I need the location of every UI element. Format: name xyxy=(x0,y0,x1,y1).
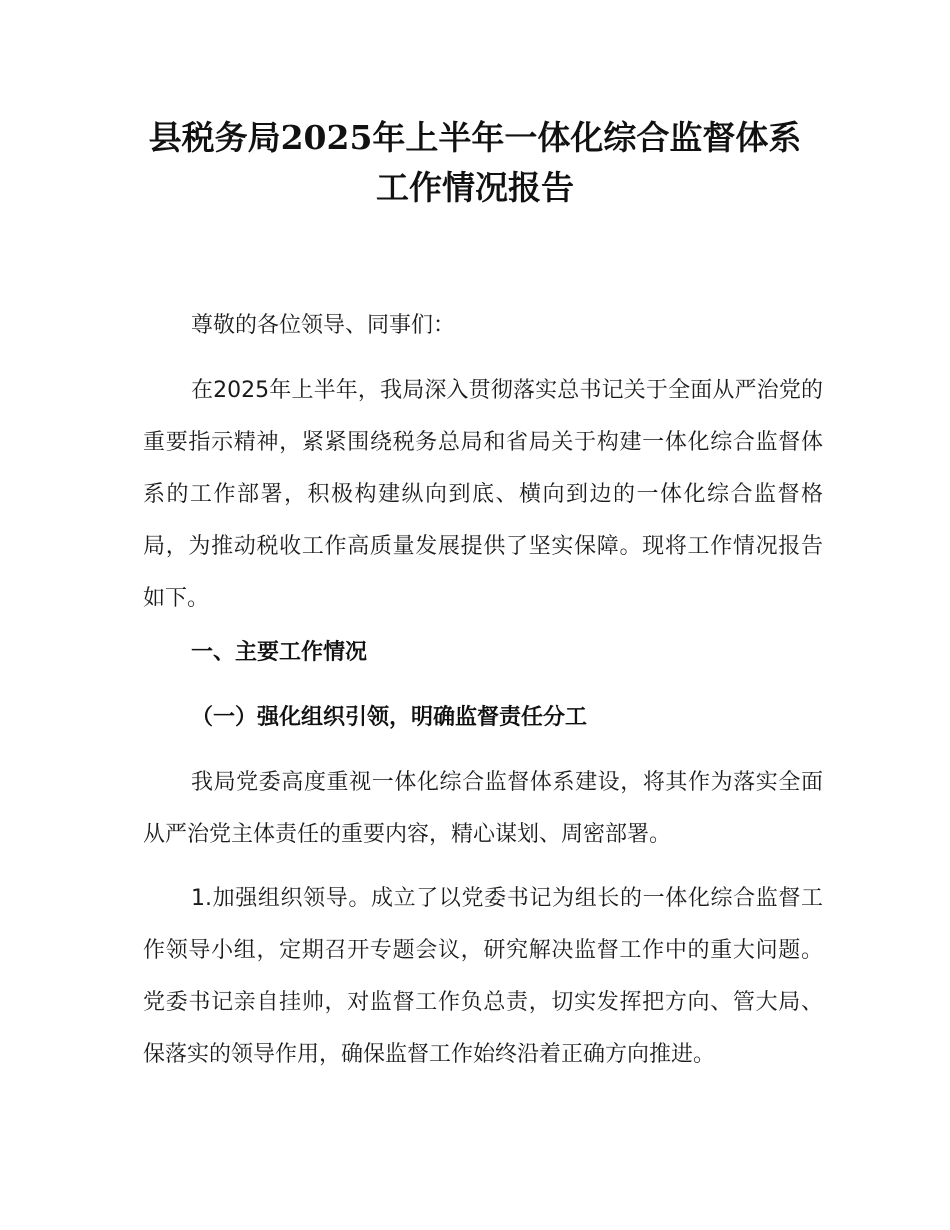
document-title-line-2: 工作情况报告 xyxy=(376,168,574,207)
section-heading: 一、主要工作情况 xyxy=(191,640,368,665)
paragraph-leadership: 1.加强组织领导。成立了以党委书记为组长的一体化综合监督工作领导小组，定期召开专题会议，研究解决监督工作中的重大问题。党委书记亲自挂帅，对监督工作负总责，切实发挥把方向、管大局、保落实的领导作用，确保监督工作始终沿着正确方向推进。 xyxy=(143,886,823,1067)
salutation: 尊敬的各位领导、同事们： xyxy=(191,313,456,338)
subsection-heading: （一）强化组织引领，明确监督责任分工 xyxy=(191,705,588,730)
document-title-line-1: 县税务局2025年上半年一体化综合监督体系 xyxy=(148,118,802,157)
paragraph-organization: 我局党委高度重视一体化综合监督体系建设，将其作为落实全面从严治党主体责任的重要内容，精心谋划、周密部署。 xyxy=(143,770,823,847)
paragraph-intro: 在2025年上半年，我局深入贯彻落实总书记关于全面从严治党的重要指示精神，紧紧围绕税务总局和省局关于构建一体化综合监督体系的工作部署，积极构建纵向到底、横向到边的一体化综合监督格局，为推动税收工作高质量发展提供了坚实保障。现将工作情况报告如下。 xyxy=(143,378,823,611)
